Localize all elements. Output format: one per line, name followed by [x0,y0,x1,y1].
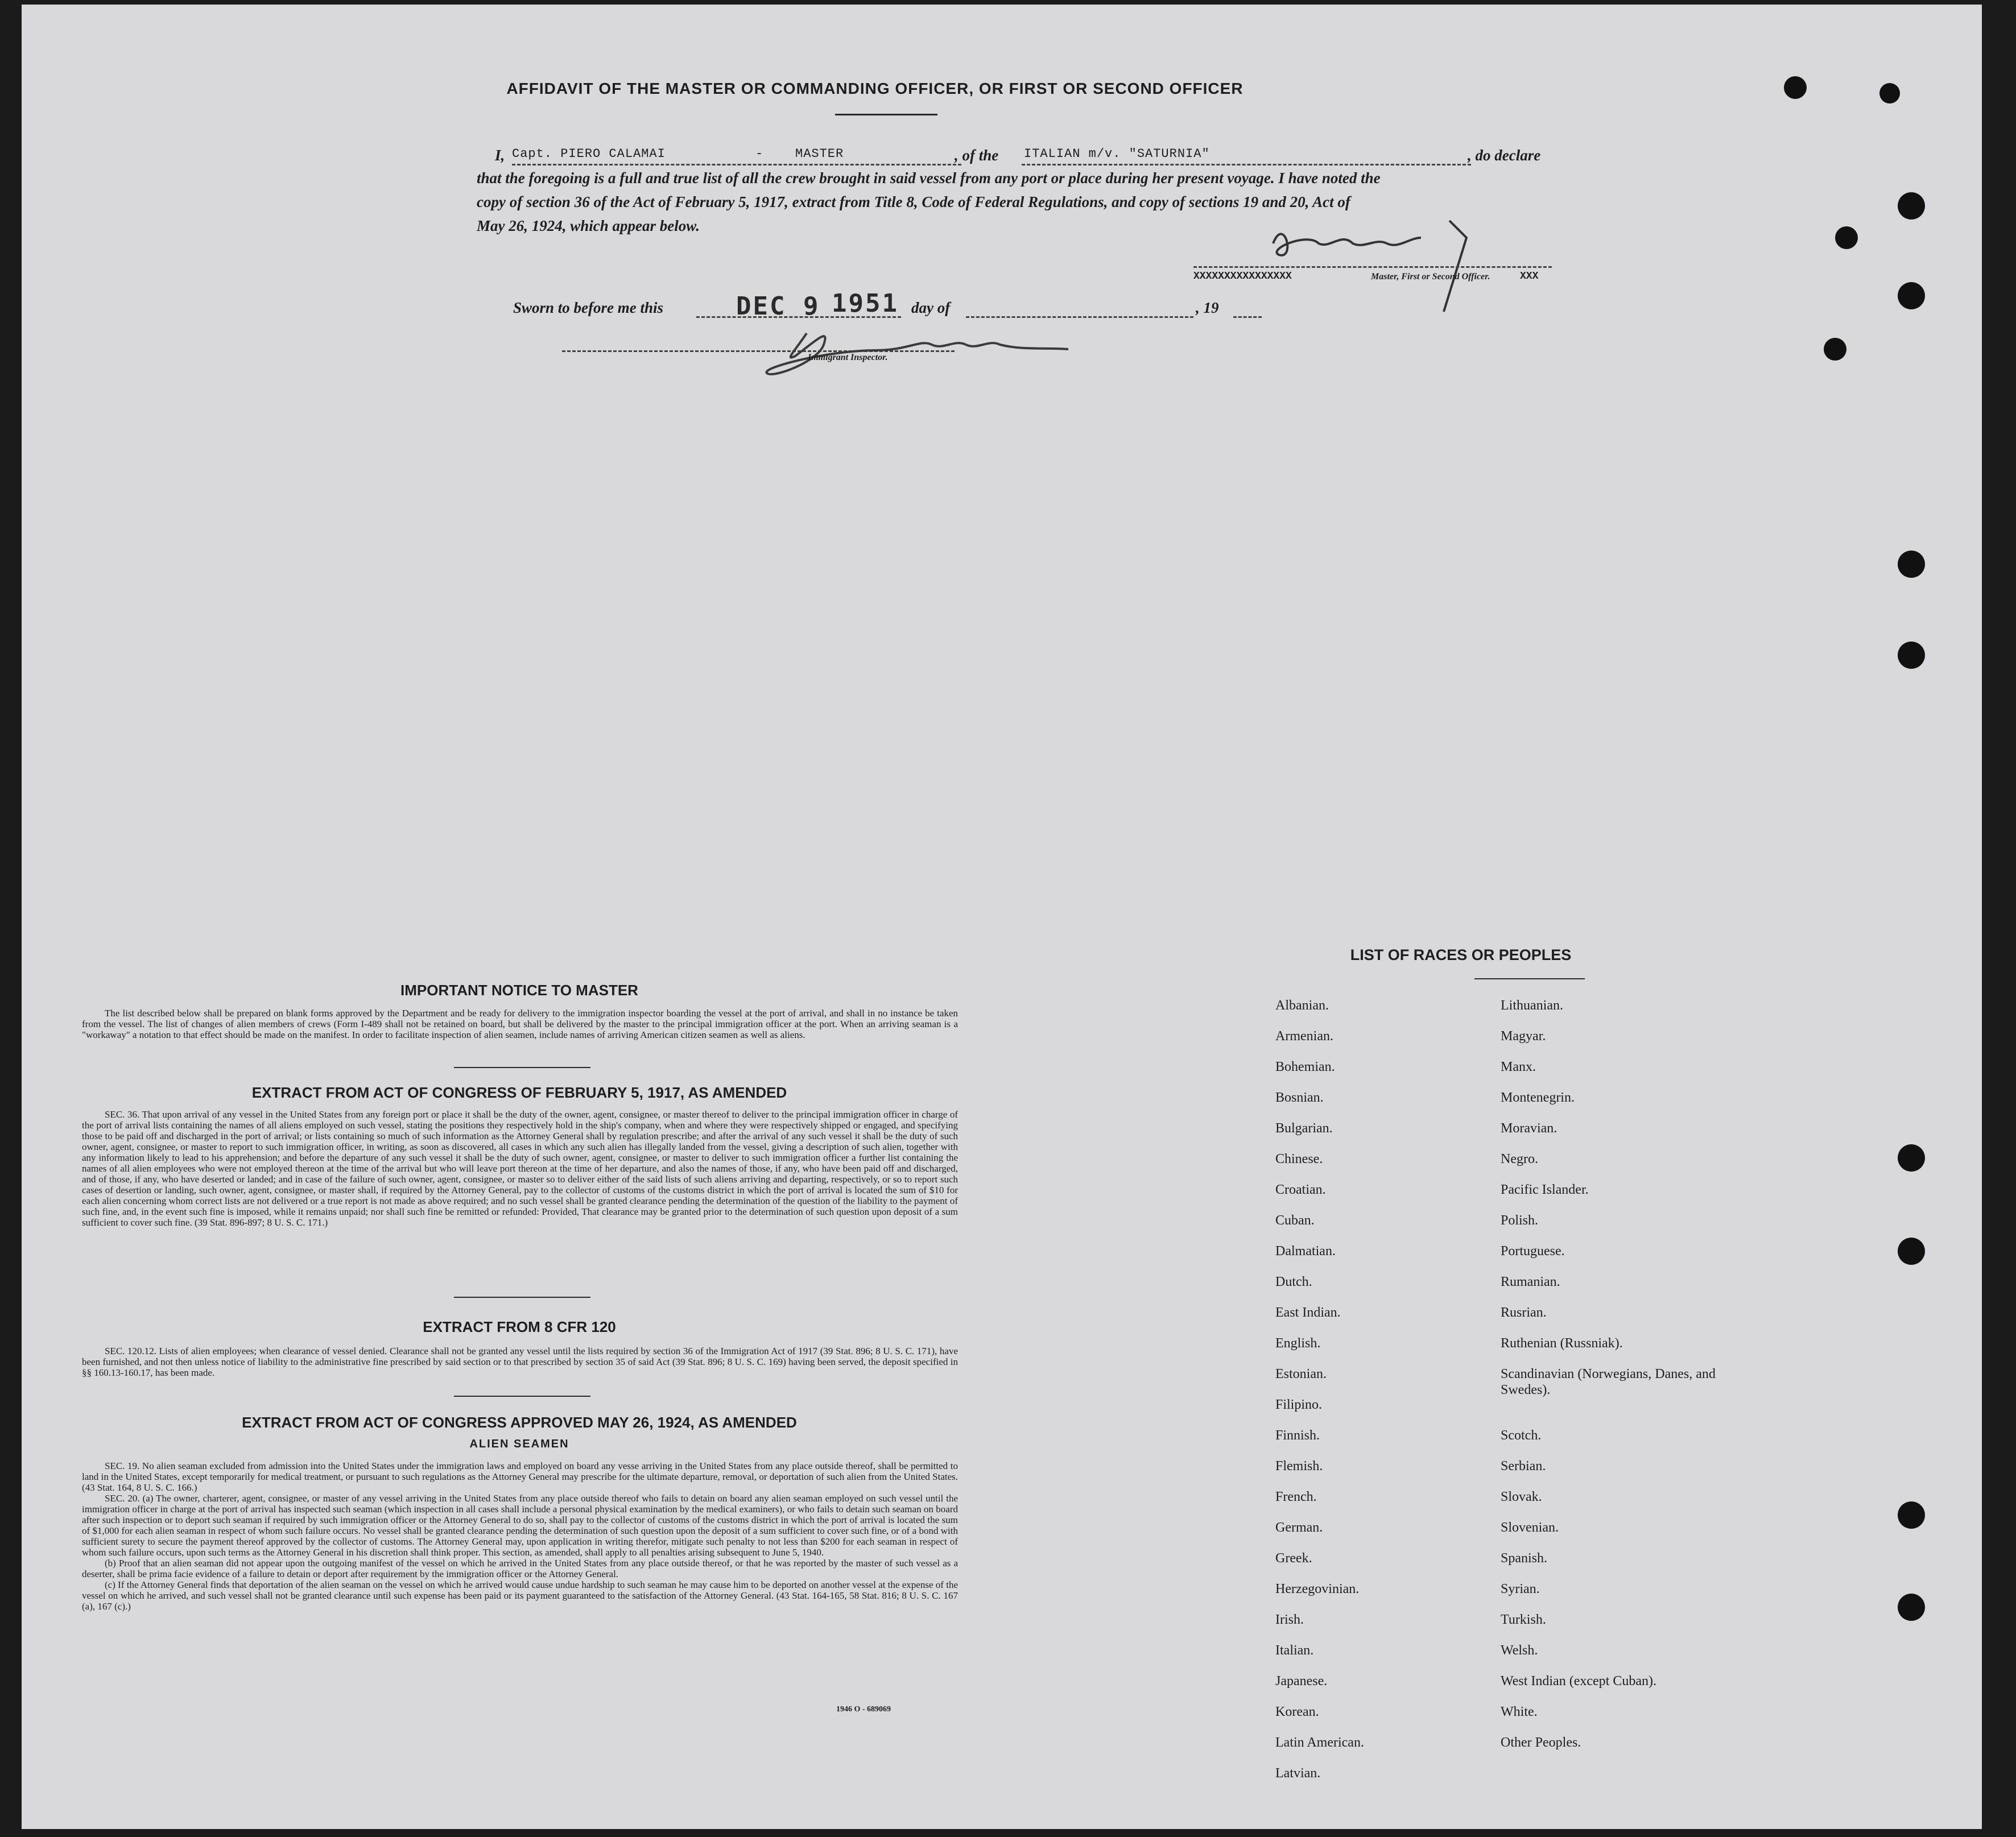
race-item: Spanish. [1501,1551,1548,1566]
officer-caption: Master, First or Second Officer. [1371,272,1490,282]
date-stamp: DEC 9 [736,292,820,321]
race-item: Rusrian. [1501,1305,1547,1320]
print-code: 1946 O - 689069 [836,1705,891,1714]
extract-1917-paragraph: SEC. 36. That upon arrival of any vessel in the United States from any foreign port or place it shall be the duty of the owner, agent, consignee, or master thereof to deliver to the principal immigration officer in charge of the port of arrival lists containing the names of all aliens employed on such vessel, stating the positions they respectively hold in the ship's company, when and where they were respectively shipped or engaged, and specifying those to be paid off and discharged in the port of arrival; or lists containing so much of such information as the Attorney General shall by regulation prescribe; and after the arrival of any such vessel it shall be the duty of such owner, agent, consignee, or master to report to such immigration officer, in writing, as soon as discovered, all cases in which any such alien has illegally landed from the vessel, giving a description of such alien, together with any information likely to lead to his apprehension; and before the departure of any such vessel it shall be the duty of such owner, agent, consignee, or master to deliver to such immigration officer a further list containing the names of all alien employees who were not employed thereon at the time of the arrival but who will leave port thereon at the time of her departure, and also the names of those, if any, who have been paid off and discharged, and of those, if any, who have deserted or landed; and in case of the failure of such owner, agent, consignee, or master so to deliver either of the said lists of such aliens arriving and departing, respectively, or so to report such cases of desertion or landing, such owner, agent, consignee, or master shall, if required by the Attorney General, pay to the collector of customs of the customs district in which the port of arrival is located the sum of $10 for each alien concerning whom correct lists are not delivered or a true report is not made as above required; and no such vessel shall be granted clearance pending the determination of the question of the liability to the payment of such fine, and, in the event such fine is imposed, while it remains unpaid; nor shall such fine be remitted or refunded: Provided, That clearance may be granted prior to the determination of such question upon deposit of a sum sufficient to cover such fine. (39 Stat. 896-897; 8 U. S. C. 171.) [82,1109,958,1228]
extract-1917-rule [454,1297,590,1298]
punch-hole [1898,1501,1925,1529]
document-page [22,5,1982,1829]
race-item: Negro. [1501,1152,1538,1166]
race-item: Lithuanian. [1501,998,1563,1013]
sec-20a-paragraph: SEC. 20. (a) The owner, charterer, agent, consignee, or master of any vessel arriving in the United States from any place outside thereof who fails to detain on board any alien seaman employed on such vessel until the immigration officer in charge at the port of arrival has inspected such seaman (which inspection in all cases shall include a personal physical examination by the medical examiners), or who fails to detain such seaman on board after such inspection or to deport such seaman if required by such immigration officer or the Attorney General to do so, shall pay to the collector of customs of the customs district in which the port of arrival is located the sum of $1,000 for each alien seaman in respect of whom such failure occurs. No vessel shall be granted clearance pending the determination of such question upon the deposit of a sum sufficient to cover such fine, or of a bond with sufficient surety to secure the payment thereof approved by the collector of customs. The Attorney General may, upon application in writing therefor, mitigate such penalty to not less than $200 for each seaman in respect of whom such failure occurs, upon such terms as the Attorney General in his discretion shall think proper. This section, as amended, shall apply to all penalties arising subsequent to June 5, 1940. [82,1493,958,1558]
race-item: Dalmatian. [1275,1244,1336,1259]
race-item: Portuguese. [1501,1244,1565,1259]
i-word: I, [495,147,505,164]
year-prefix: , 19 [1196,299,1219,316]
declaration-line-4: May 26, 1924, which appear below. [477,217,700,234]
punch-hole [1898,282,1925,309]
race-item: Serbian. [1501,1459,1546,1474]
race-item: Chinese. [1275,1152,1323,1166]
inspector-signature [761,316,1080,384]
punch-hole [1898,1594,1925,1621]
race-item: Slovenian. [1501,1520,1559,1535]
race-item: Rumanian. [1501,1275,1560,1289]
year-stamp: 1951 [832,289,899,318]
punch-hole [1824,338,1846,361]
races-rule [1474,978,1585,979]
race-item: East Indian. [1275,1305,1341,1320]
race-item: Manx. [1501,1060,1536,1074]
notice-text [82,1008,958,1040]
races-left-column [1275,998,1364,1796]
race-item: Slovak. [1501,1490,1542,1504]
year-line [1233,316,1262,318]
race-item: Magyar. [1501,1029,1546,1044]
race-item: Albanian. [1275,998,1329,1013]
race-item: French. [1275,1490,1317,1504]
race-item: Dutch. [1275,1275,1312,1289]
declaration-line-2: that the foregoing is a full and true list of all the crew brought in said vessel from any port or place during her present voyage. I have noted the [477,169,1381,187]
title-rule [835,114,937,115]
race-item: Finnish. [1275,1428,1320,1443]
do-declare-text: , do declare [1468,147,1541,164]
race-item: White. [1501,1704,1538,1719]
vessel-name: ITALIAN m/v. "SATURNIA" [1024,147,1210,161]
day-of-text: day of [911,299,951,316]
race-item: Irish. [1275,1612,1304,1627]
of-the-text: , of the [955,147,999,164]
race-item [1501,1397,1740,1428]
race-item: Armenian. [1275,1029,1333,1044]
race-item: Cuban. [1275,1213,1315,1228]
extract-1924-heading: EXTRACT FROM ACT OF CONGRESS APPROVED MAY 26, 1924, AS AMENDED [242,1414,797,1431]
race-item: Latin American. [1275,1735,1364,1750]
race-item: Turkish. [1501,1612,1546,1627]
race-item: Japanese. [1275,1674,1328,1689]
master-name: Capt. PIERO CALAMAI [512,147,666,161]
race-item: Latvian. [1275,1766,1321,1781]
race-item: German. [1275,1520,1323,1535]
master-name-line [512,164,961,166]
race-item: Other Peoples. [1501,1735,1581,1750]
punch-hole [1898,642,1925,669]
declaration-line-1 [495,147,505,164]
notice-heading: IMPORTANT NOTICE TO MASTER [400,982,638,999]
race-item: Bulgarian. [1275,1121,1333,1136]
race-item: Montenegrin. [1501,1090,1575,1105]
race-item: Polish. [1501,1213,1539,1228]
punch-hole [1879,83,1900,104]
extract-cfr-text [82,1346,958,1378]
name-dash: - [755,147,764,161]
race-item: Ruthenian (Russniak). [1501,1336,1623,1351]
extract-1924-text [82,1461,958,1612]
race-item: Korean. [1275,1704,1319,1719]
race-item: Welsh. [1501,1643,1538,1658]
inspector-caption: Immigrant Inspector. [808,353,888,362]
vessel-line [1022,164,1471,166]
affidavit-title: AFFIDAVIT OF THE MASTER OR COMMANDING OFFICER, OR FIRST OR SECOND OFFICER [506,80,1244,97]
sec-20c-paragraph: (c) If the Attorney General finds that deportation of the alien seaman on the vessel on which he arrived would cause undue hardship to such seaman he may cause him to be deported on another vessel at the expense of the vessel on which he arrived, and such vessel shall not be granted clearance until such expense has been paid or its payment guaranteed to the satisfaction of the Attorney General. (43 Stat. 164-165, 58 Stat. 816; 8 U. S. C. 167 (a), 167 (c).) [82,1579,958,1612]
sworn-text: Sworn to before me this [513,299,664,316]
race-item: Scotch. [1501,1428,1542,1443]
extract-cfr-rule [454,1396,590,1397]
punch-hole [1898,1238,1925,1265]
officer-x-right: XXX [1520,271,1539,282]
race-item: Estonian. [1275,1367,1327,1381]
race-item: Herzegovinian. [1275,1582,1360,1596]
race-item: Italian. [1275,1643,1314,1658]
officer-x-left: XXXXXXXXXXXXXXXX [1193,271,1292,282]
extract-cfr-paragraph: SEC. 120.12. Lists of alien employees; when clearance of vessel denied. Clearance shall not be granted any vessel until the lists required by section 36 of the Immigration Act of 1917 (39 Stat. 896; 8 U. S. C. 171), have been furnished, and not then unless notice of liability to the administrative fine prescribed by said section or to that prescribed by section 35 of said Act (39 Stat. 896; 8 U. S. C. 169) having been served, the deposit specified in §§ 160.13-160.17, has been made. [82,1346,958,1378]
extract-1917-text [82,1109,958,1228]
races-right-column [1501,998,1740,1765]
extract-1917-heading: EXTRACT FROM ACT OF CONGRESS OF FEBRUARY 5, 1917, AS AMENDED [251,1084,787,1101]
master-rank: MASTER [795,147,844,161]
sec-20b-paragraph: (b) Proof that an alien seaman did not appear upon the outgoing manifest of the vessel on which he arrived in the United States from any place outside thereof, or that he was reported by the master of such vessel as a deserter, shall be prima facie evidence of a failure to detain or deport after requirement by the immigration officer or the Attorney General. [82,1558,958,1579]
race-item: Moravian. [1501,1121,1558,1136]
race-item: Scandinavian (Norwegians, Danes, and Swedes). [1501,1367,1716,1397]
extract-cfr-heading: EXTRACT FROM 8 CFR 120 [423,1318,616,1335]
punch-hole [1898,192,1925,220]
race-item: Bosnian. [1275,1090,1324,1105]
punch-hole [1898,551,1925,578]
race-item: West Indian (except Cuban). [1501,1674,1656,1689]
race-item: Croatian. [1275,1182,1326,1197]
race-item: Greek. [1275,1551,1312,1566]
race-item: Syrian. [1501,1582,1540,1596]
race-item: Flemish. [1275,1459,1323,1474]
races-heading: LIST OF RACES OR PEOPLES [1350,946,1572,963]
punch-hole [1784,76,1807,99]
extract-1924-subheading: ALIEN SEAMEN [469,1438,569,1450]
race-item: English. [1275,1336,1321,1351]
race-item: Filipino. [1275,1397,1323,1412]
punch-hole [1835,226,1858,249]
notice-rule [454,1067,590,1068]
notice-paragraph: The list described below shall be prepared on blank forms approved by the Department and be ready for delivery to the immigration inspector boarding the vessel at the port of arrival, and shall in no instance be taken from the vessel. The list of changes of alien members of crews (Form I-489 shall not be retained on board, but shall be delivered by the master to the principal immigration officer at the port. When an arriving seaman is a "workaway" a notation to that effect should be made on the manifest. In order to facilitate inspection of alien seamen, include names of arriving American citizen seamen as well as aliens. [82,1008,958,1040]
race-item: Pacific Islander. [1501,1182,1589,1197]
race-item: Bohemian. [1275,1060,1335,1074]
sec-19-paragraph: SEC. 19. No alien seaman excluded from admission into the United States under the immigration laws and employed on board any vesse arriving in the United States from any place outside thereof, shall be permitted to land in the United States, except temporarily for medical treatment, or pursuant to such regulations as the Attorney General may prescribe for the ultimate departure, removal, or deportation of such alien from the United States. (43 Stat. 164, 8 U. S. C. 166.) [82,1461,958,1493]
declaration-line-3: copy of section 36 of the Act of February 5, 1917, extract from Title 8, Code of Federal Regulations, and copy of sections 19 and 20, Act of [477,193,1350,210]
officer-signature-line [1193,266,1552,268]
punch-hole [1898,1144,1925,1172]
